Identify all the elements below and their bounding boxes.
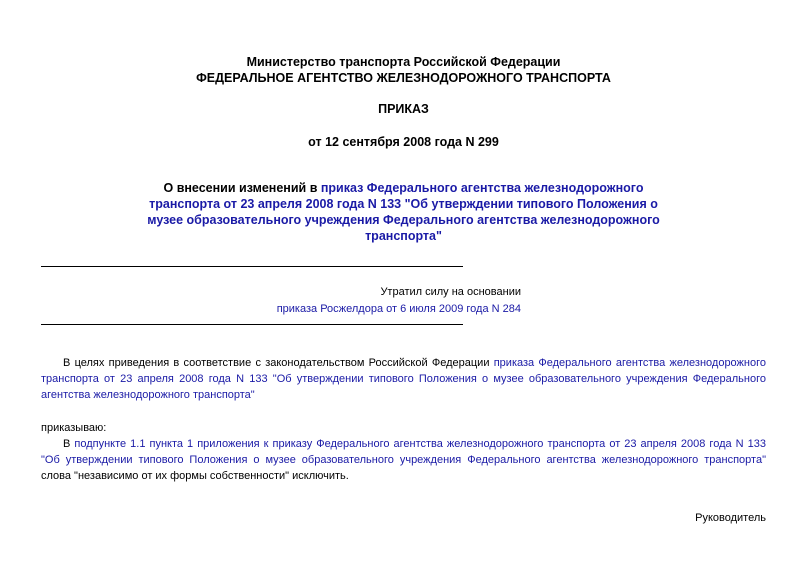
body-paragraph-purpose xyxy=(41,355,766,403)
document-type: ПРИКАЗ xyxy=(378,102,429,116)
para1-order-link[interactable]: приказа Федерального агентства железнодорожного транспорта от 23 апреля 2008 года N 133 "Об утверждении типового Положения о музее образовательного учреждения Федерального агентства железнодорожного транспорта" xyxy=(41,357,766,401)
signature-title: Руководитель xyxy=(695,512,766,524)
ministry-name: Министерство транспорта Российской Федерации xyxy=(246,55,561,69)
subject-order-link[interactable]: приказ Федерального агентства железнодорожного транспорта от 23 апреля 2008 года N 133 "Об утверждении типового Положения о музее образовательного учреждения Федерального агентства железнодорожного транспорта" xyxy=(147,181,660,243)
para3-subclause-link[interactable]: подпункте 1.1 пункта 1 приложения к приказу Федерального агентства железнодорожного транспорта от 23 апреля 2008 года N 133 "Об утверждении типового Положения о музее образовательного учреждения Федерального агентства железнодорожного транспорта" xyxy=(41,438,766,466)
divider-top xyxy=(41,266,463,267)
para1-text: В целях приведения в соответствие с законодательством Российской Федерации xyxy=(63,357,494,369)
subject-prefix: О внесении изменений в xyxy=(163,181,321,195)
body-paragraph-change xyxy=(41,436,766,484)
lost-force-note: Утратил силу на основании xyxy=(380,286,521,298)
para3-suffix: слова "независимо от их формы собственности" исключить. xyxy=(41,470,349,482)
lost-force-order-link[interactable]: приказа Росжелдора от 6 июля 2009 года N 284 xyxy=(276,303,521,315)
divider-bottom xyxy=(41,324,463,325)
agency-name: ФЕДЕРАЛЬНОЕ АГЕНТСТВО ЖЕЛЕЗНОДОРОЖНОГО ТРАНСПОРТА xyxy=(196,71,611,85)
document-date: от 12 сентября 2008 года N 299 xyxy=(308,135,499,149)
document-subject xyxy=(140,180,667,244)
lost-force-link-line xyxy=(41,302,521,316)
para3-prefix: В xyxy=(63,438,75,450)
body-paragraph-order: приказываю: xyxy=(41,422,107,434)
